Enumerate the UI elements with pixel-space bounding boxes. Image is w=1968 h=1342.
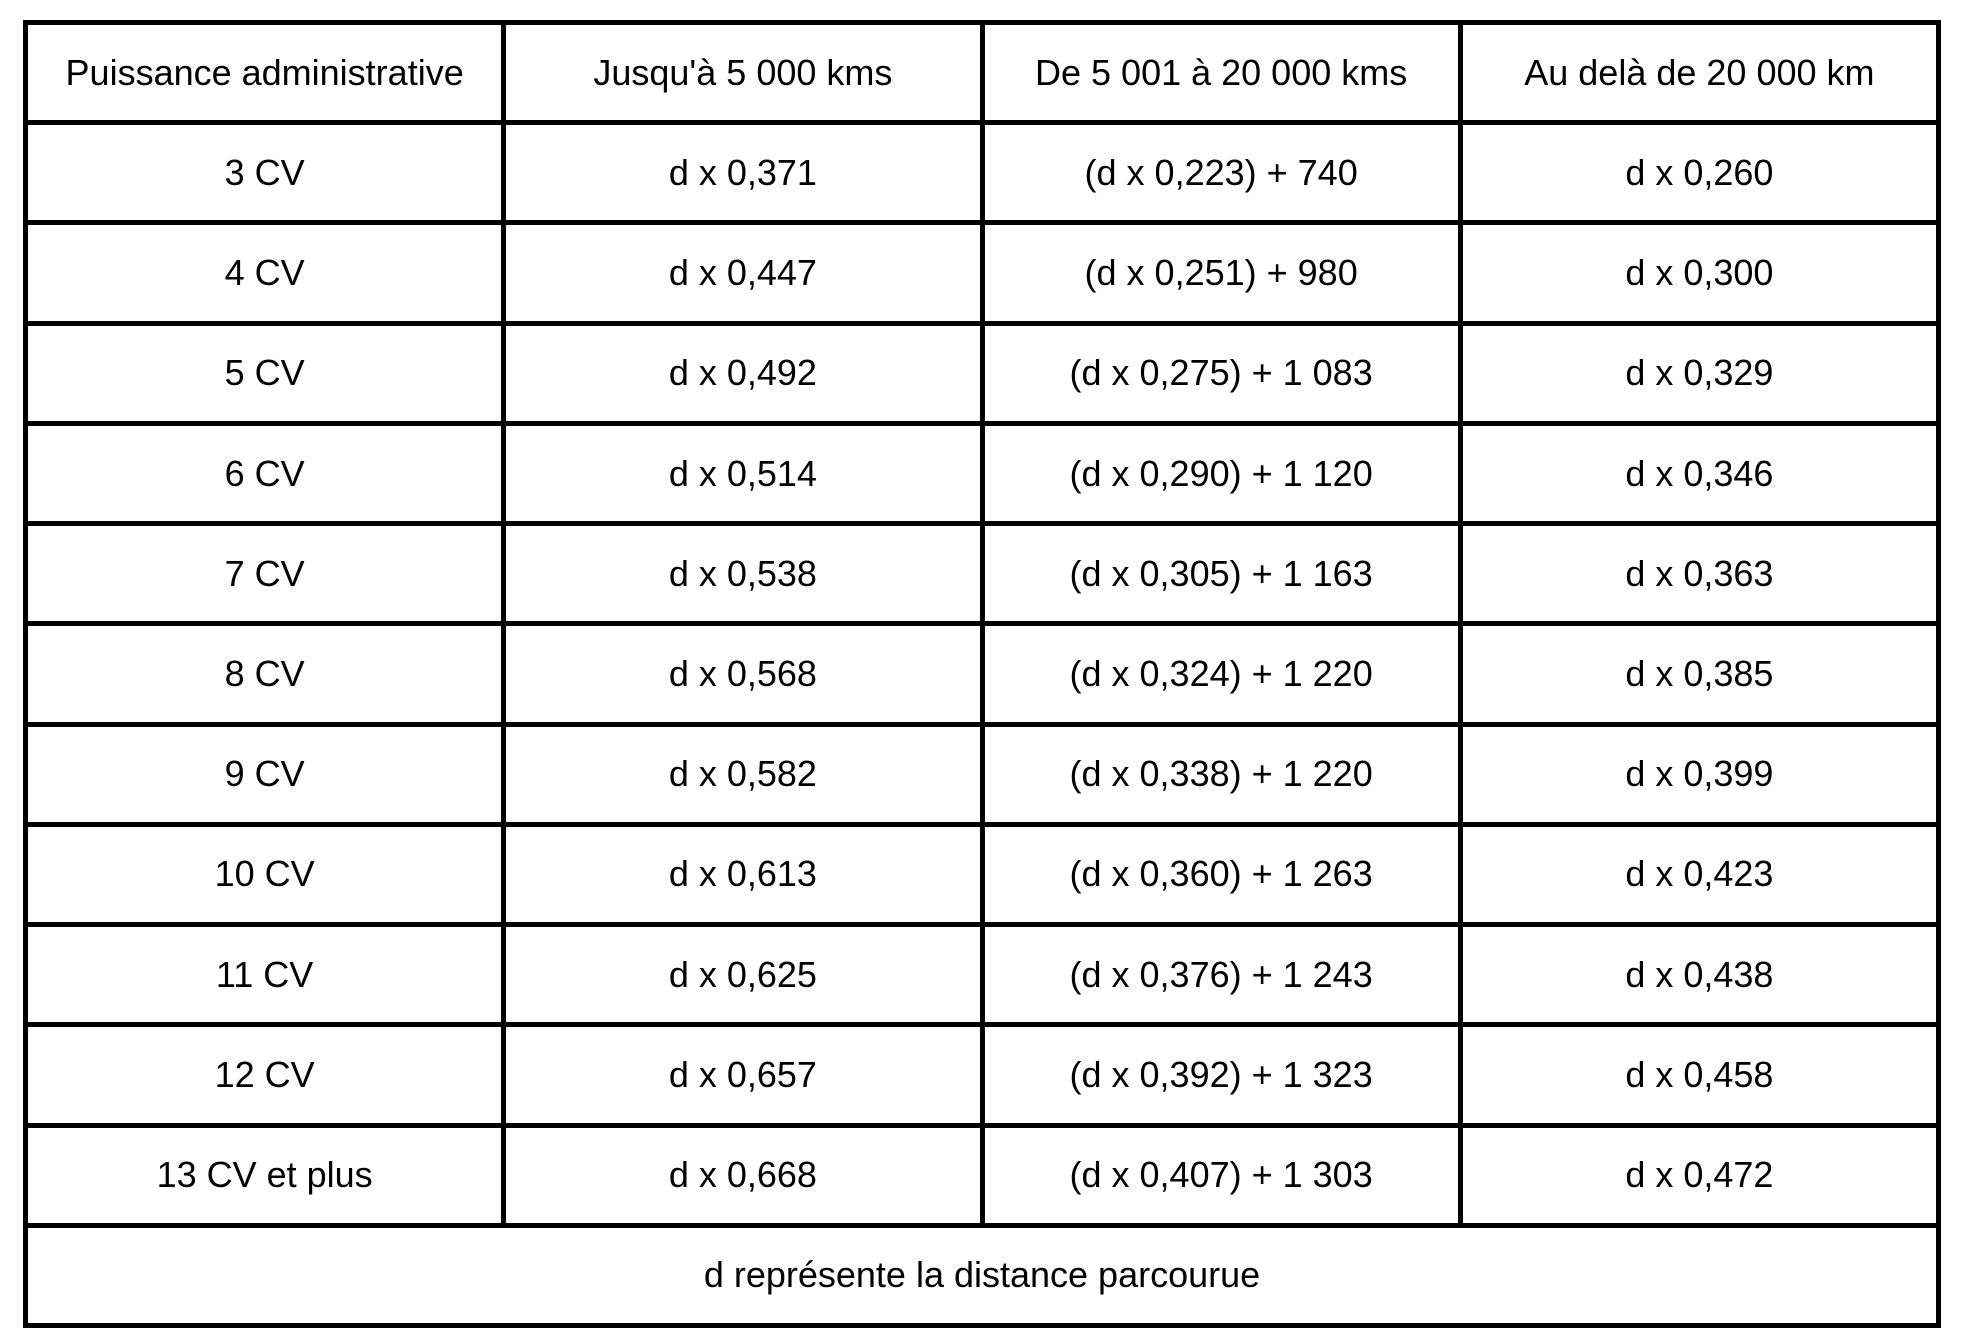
cell-rate-5001-to-20000: (d x 0,223) + 740 <box>985 125 1458 220</box>
mileage-rate-table <box>23 20 1941 1328</box>
cell-rate-5001-to-20000: (d x 0,407) + 1 303 <box>985 1128 1458 1223</box>
cell-rate-over-20000: d x 0,329 <box>1463 326 1936 421</box>
cell-rate-5001-to-20000: (d x 0,324) + 1 220 <box>985 626 1458 721</box>
cell-rate-up-to-5000: d x 0,657 <box>506 1027 979 1122</box>
cell-rate-over-20000: d x 0,423 <box>1463 827 1936 922</box>
cell-rate-over-20000: d x 0,363 <box>1463 526 1936 621</box>
footer-note: d représente la distance parcourue <box>28 1228 1936 1323</box>
cell-rate-up-to-5000: d x 0,582 <box>506 727 979 822</box>
header-cell-5001-to-20000: De 5 001 à 20 000 kms <box>985 25 1458 120</box>
cell-rate-over-20000: d x 0,346 <box>1463 426 1936 521</box>
cell-rate-5001-to-20000: (d x 0,305) + 1 163 <box>985 526 1458 621</box>
cell-rate-up-to-5000: d x 0,625 <box>506 927 979 1022</box>
cell-power: 13 CV et plus <box>28 1128 501 1223</box>
cell-rate-up-to-5000: d x 0,538 <box>506 526 979 621</box>
cell-rate-over-20000: d x 0,300 <box>1463 225 1936 320</box>
cell-power: 12 CV <box>28 1027 501 1122</box>
header-cell-power: Puissance administrative <box>28 25 501 120</box>
cell-rate-5001-to-20000: (d x 0,360) + 1 263 <box>985 827 1458 922</box>
cell-rate-over-20000: d x 0,438 <box>1463 927 1936 1022</box>
cell-power: 10 CV <box>28 827 501 922</box>
cell-power: 6 CV <box>28 426 501 521</box>
cell-power: 3 CV <box>28 125 501 220</box>
header-cell-up-to-5000: Jusqu'à 5 000 kms <box>506 25 979 120</box>
cell-rate-5001-to-20000: (d x 0,251) + 980 <box>985 225 1458 320</box>
cell-rate-up-to-5000: d x 0,447 <box>506 225 979 320</box>
cell-rate-5001-to-20000: (d x 0,392) + 1 323 <box>985 1027 1458 1122</box>
cell-rate-up-to-5000: d x 0,492 <box>506 326 979 421</box>
cell-rate-over-20000: d x 0,472 <box>1463 1128 1936 1223</box>
cell-rate-up-to-5000: d x 0,371 <box>506 125 979 220</box>
cell-rate-5001-to-20000: (d x 0,338) + 1 220 <box>985 727 1458 822</box>
cell-power: 8 CV <box>28 626 501 721</box>
cell-rate-5001-to-20000: (d x 0,275) + 1 083 <box>985 326 1458 421</box>
cell-rate-over-20000: d x 0,260 <box>1463 125 1936 220</box>
cell-power: 5 CV <box>28 326 501 421</box>
cell-power: 7 CV <box>28 526 501 621</box>
cell-power: 11 CV <box>28 927 501 1022</box>
cell-rate-up-to-5000: d x 0,613 <box>506 827 979 922</box>
cell-rate-up-to-5000: d x 0,514 <box>506 426 979 521</box>
cell-power: 4 CV <box>28 225 501 320</box>
cell-rate-5001-to-20000: (d x 0,376) + 1 243 <box>985 927 1458 1022</box>
cell-power: 9 CV <box>28 727 501 822</box>
header-cell-over-20000: Au delà de 20 000 km <box>1463 25 1936 120</box>
cell-rate-over-20000: d x 0,399 <box>1463 727 1936 822</box>
cell-rate-up-to-5000: d x 0,568 <box>506 626 979 721</box>
cell-rate-over-20000: d x 0,458 <box>1463 1027 1936 1122</box>
cell-rate-5001-to-20000: (d x 0,290) + 1 120 <box>985 426 1458 521</box>
cell-rate-over-20000: d x 0,385 <box>1463 626 1936 721</box>
cell-rate-up-to-5000: d x 0,668 <box>506 1128 979 1223</box>
